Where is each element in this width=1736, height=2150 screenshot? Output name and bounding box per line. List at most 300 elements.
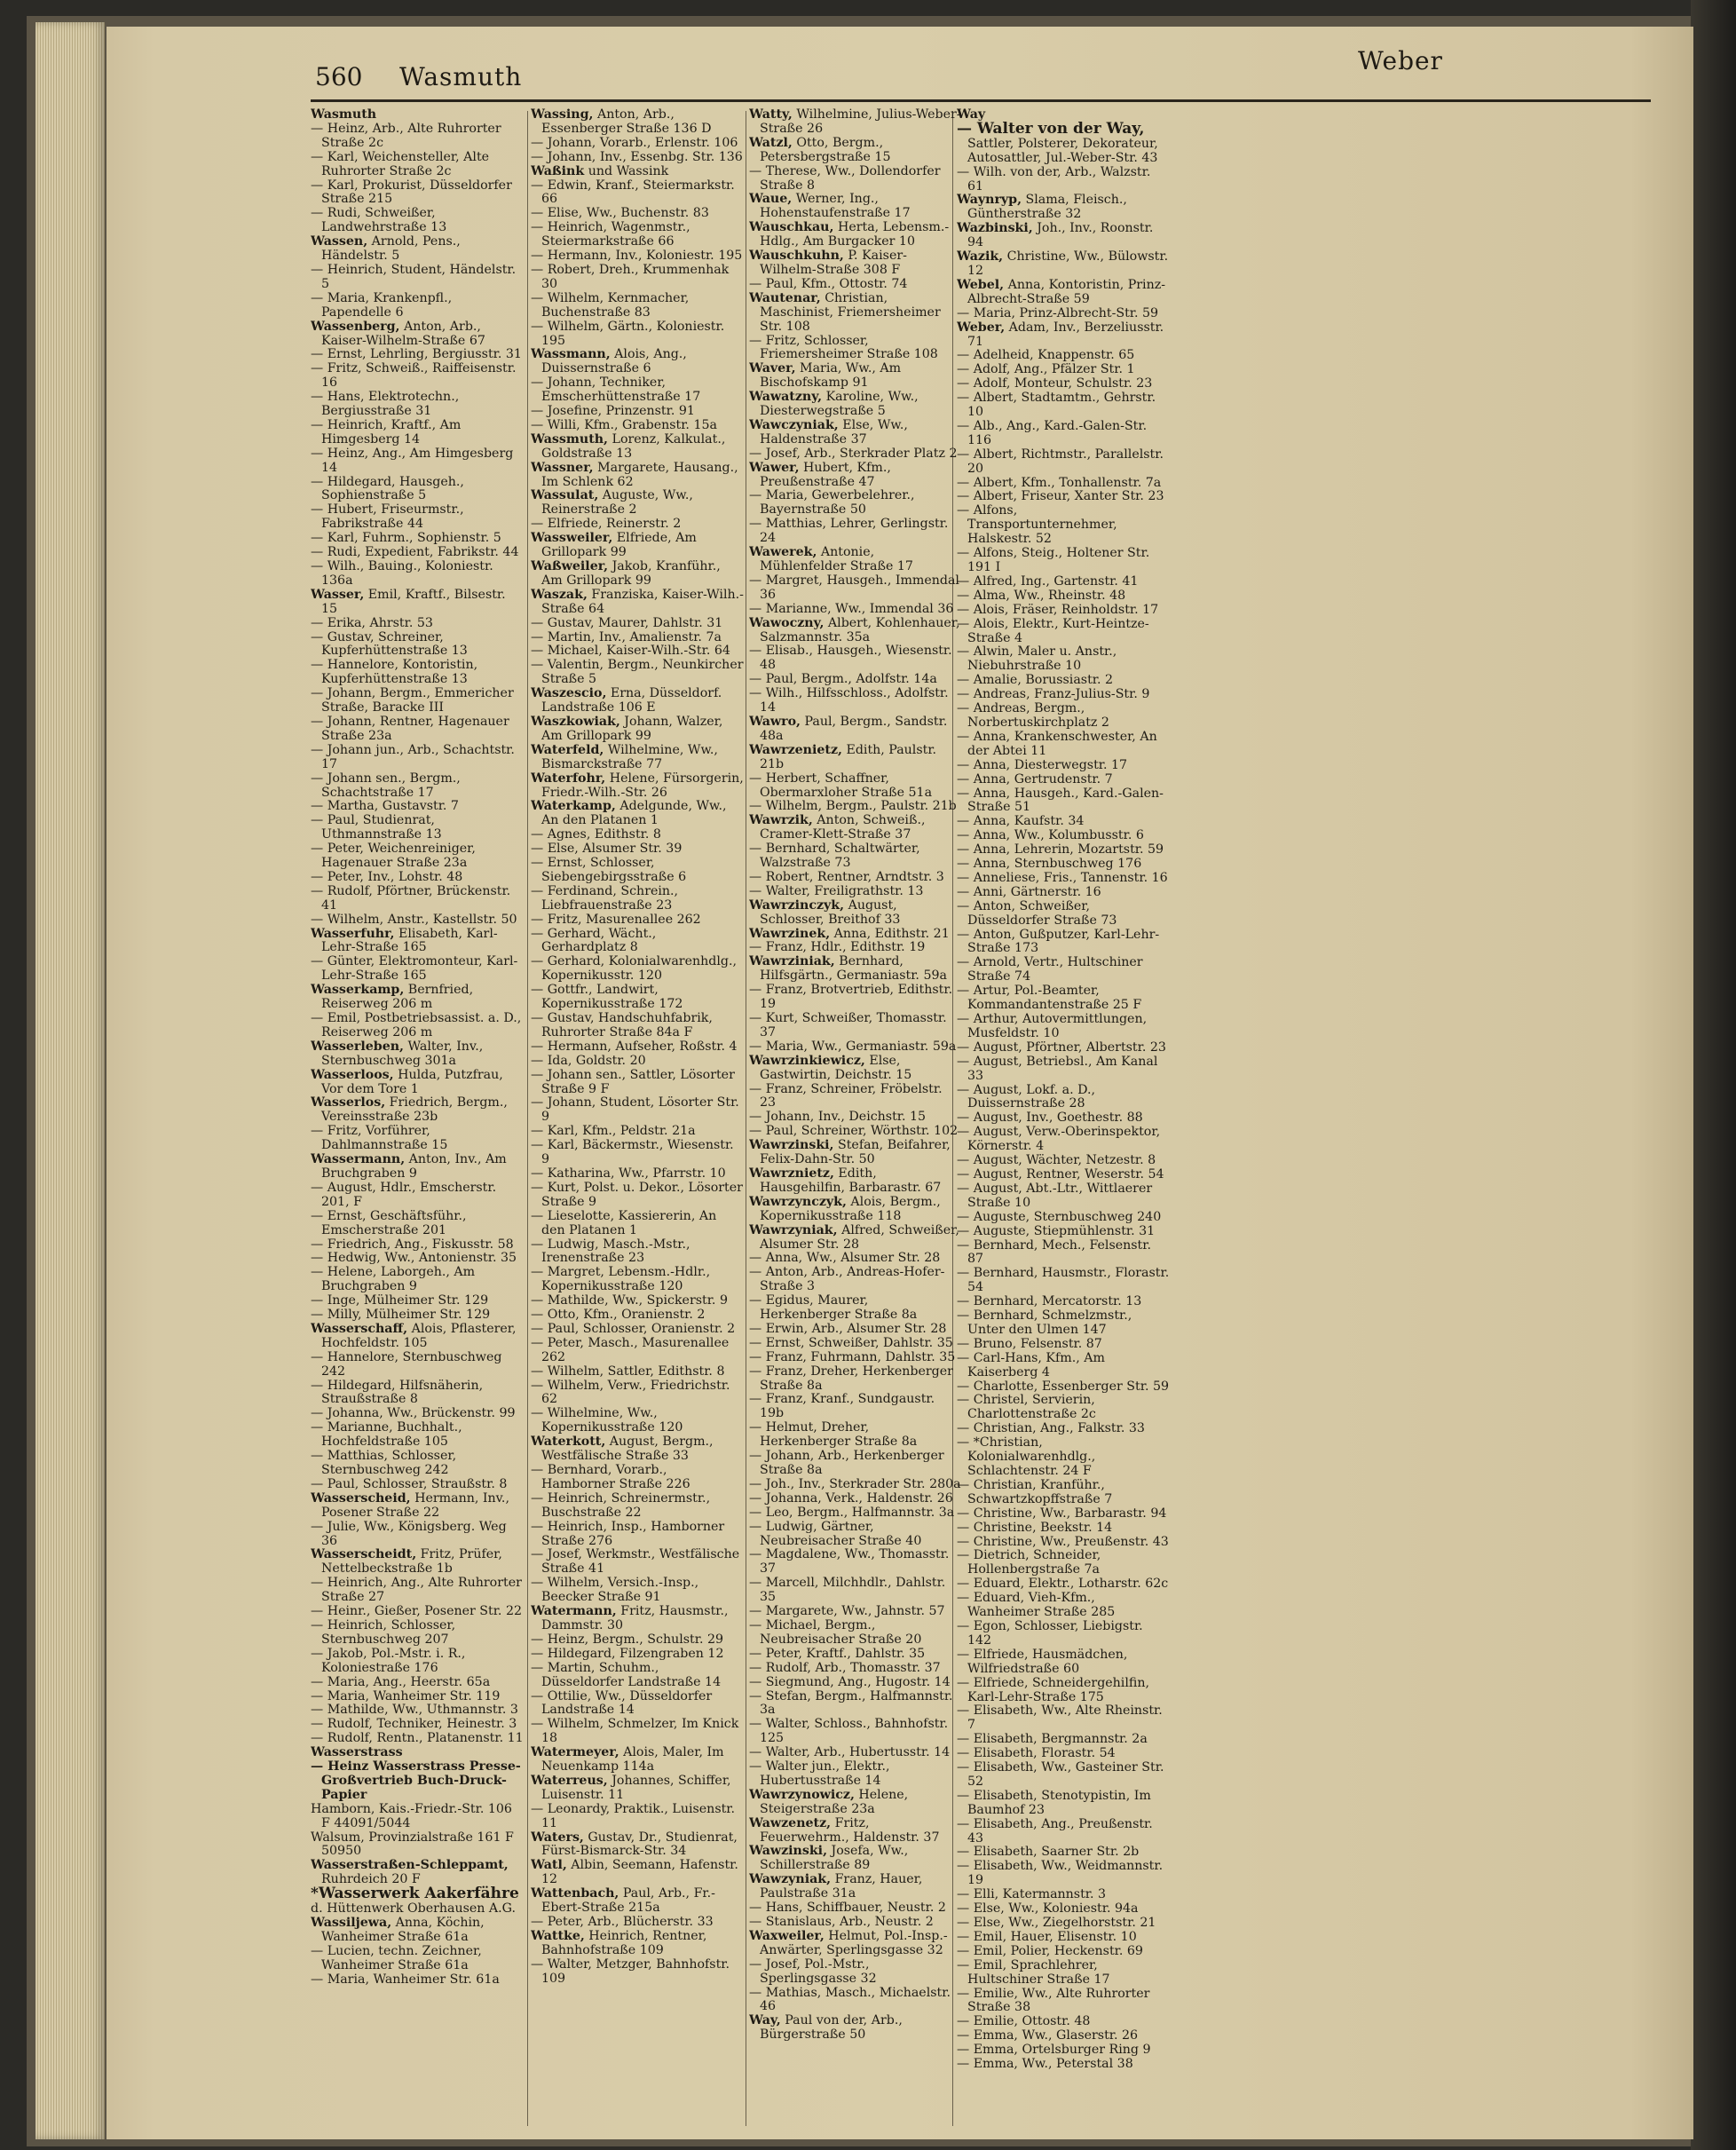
directory-entry	[957, 604, 1170, 618]
right-running-title: Weber	[1358, 46, 1443, 75]
directory-entry	[531, 1803, 744, 1831]
column-4	[957, 108, 1170, 2128]
directory-entry	[957, 1577, 1170, 1592]
entry-details: — Elisabeth, Ww., Gasteiner Str. 52	[957, 1760, 1164, 1789]
entry-surname: Wawrzyniak,	[749, 1222, 838, 1237]
entry-details: — Ferdinand, Schrein., Liebfrauenstraße 23	[531, 883, 679, 913]
directory-entry	[531, 1055, 744, 1069]
directory-entry	[957, 1394, 1170, 1422]
entry-details: — Egon, Schlosser, Liebigstr. 142	[957, 1618, 1143, 1648]
directory-entry	[957, 858, 1170, 872]
entry-details: — Heinz, Bergm., Schulstr. 29	[531, 1632, 724, 1647]
directory-entry	[531, 913, 744, 928]
directory-entry	[311, 1917, 524, 1945]
directory-entry	[311, 1887, 524, 1902]
entry-details: — Peter, Masch., Masurenallee 262	[531, 1335, 730, 1364]
directory-entry	[749, 899, 962, 928]
entry-details: Walter, Inv., Sternbuschweg 301a	[321, 1039, 484, 1068]
entry-details: — Fritz, Schlosser, Friemersheimer Straße 108	[749, 333, 938, 362]
directory-entry	[531, 221, 744, 249]
directory-entry	[749, 1337, 962, 1351]
entry-details: — Marianne, Buchhalt., Hochfeldstraße 105	[311, 1420, 462, 1450]
column-2	[531, 108, 744, 2128]
directory-entry	[531, 1266, 744, 1294]
directory-entry	[957, 1436, 1170, 1479]
directory-entry	[749, 603, 962, 617]
directory-entry	[311, 1718, 524, 1732]
entry-details: — Jakob, Pol.-Mstr. i. R., Koloniestraße 176	[311, 1646, 466, 1675]
entry-details: — Bernhard, Mech., Felsenstr. 87	[957, 1237, 1151, 1267]
entry-details: Sattler, Polsterer, Dekorateur, Autosattler, Jul.-Weber-Str. 43	[967, 136, 1158, 165]
directory-entry	[957, 731, 1170, 759]
directory-entry	[531, 1323, 744, 1337]
directory-entry	[311, 1859, 524, 1887]
entry-details: — Maria, Wanheimer Str. 61a	[311, 1972, 500, 1987]
entry-details: — Karl, Fuhrm., Sophienstr. 5	[311, 531, 501, 546]
directory-entry	[311, 320, 524, 349]
entry-details: — Fritz, Schweiß., Raiffeisenstr. 16	[311, 361, 517, 391]
entry-details: Josefa, Ww., Schillerstraße 89	[760, 1844, 909, 1873]
directory-entry	[749, 1421, 962, 1450]
directory-entry	[531, 489, 744, 518]
entry-details: — Helmut, Dreher, Herkenberger Straße 8a	[749, 1420, 918, 1450]
entry-details: Franz, Hauer, Paulstraße 31a	[760, 1872, 923, 1901]
entry-details: — Johann sen., Bergm., Schachtstraße 17	[311, 771, 461, 800]
directory-page	[107, 27, 1693, 2139]
directory-entry	[749, 489, 962, 518]
directory-entry	[749, 1294, 962, 1323]
directory-entry	[311, 362, 524, 391]
entry-details: — Christel, Servierin, Charlottenstraße 2c	[957, 1393, 1096, 1422]
entry-details: — Walter, Schloss., Bahnhofstr. 125	[749, 1717, 949, 1746]
directory-entry	[749, 1916, 962, 1930]
entry-details: Bernfried, Reiserweg 206 m	[321, 983, 474, 1012]
directory-entry	[311, 1648, 524, 1676]
directory-entry	[749, 1901, 962, 1916]
directory-entry	[957, 1267, 1170, 1295]
entry-details: — Julie, Ww., Königsberg. Weg 36	[311, 1519, 507, 1548]
directory-entry	[957, 1733, 1170, 1747]
entry-surname: Wassing,	[531, 108, 594, 122]
entry-details: — Hildegard, Filzengraben 12	[531, 1646, 724, 1661]
directory-entry	[957, 1959, 1170, 1988]
entry-surname: Wasmuth	[311, 108, 377, 122]
entry-details: — Emil, Hauer, Elisenstr. 10	[957, 1929, 1137, 1944]
directory-entry	[531, 1238, 744, 1267]
entry-details: — Alb., Ang., Kard.-Galen-Str. 116	[957, 418, 1148, 447]
directory-entry	[311, 292, 524, 320]
entry-details: Albin, Seemann, Hafenstr. 12	[541, 1858, 738, 1887]
directory-entry	[531, 1958, 744, 1987]
directory-entry	[749, 955, 962, 984]
entry-details: — Carl-Hans, Kfm., Am Kaiserberg 4	[957, 1350, 1105, 1379]
entry-details: — August, Betriebsl., Am Kanal 33	[957, 1054, 1158, 1083]
directory-entry	[311, 1760, 524, 1803]
entry-details: — Ida, Goldstr. 20	[531, 1053, 646, 1068]
entry-details: Arnold, Pens., Händelstr. 5	[321, 234, 461, 264]
entry-details: — Wilhelmine, Ww., Kopernikusstraße 120	[531, 1406, 683, 1435]
entry-details: — Karl, Weichensteller, Alte Ruhrorter Straße 2c	[311, 149, 490, 178]
directory-entry	[749, 391, 962, 419]
entry-surname: Wasserkamp,	[311, 983, 405, 998]
directory-entry	[749, 1012, 962, 1040]
directory-entry	[311, 546, 524, 560]
directory-entry	[957, 1522, 1170, 1536]
entry-details: — Ernst, Schlosser, Siebengebirgsstraße 6	[531, 856, 687, 884]
entry-details: Edith, Paulstr. 21b	[760, 742, 937, 771]
directory-entry	[957, 377, 1170, 391]
directory-entry	[311, 842, 524, 871]
entry-details: — Margret, Hausgeh., Immendal 36	[749, 573, 959, 602]
entry-surname: Wawrzinczyk,	[749, 897, 845, 913]
directory-entry	[957, 2029, 1170, 2043]
directory-entry	[311, 744, 524, 772]
entry-surname: — Walter von der Way,	[957, 119, 1145, 138]
entry-details: — Ludwig, Gärtner, Neubreisacher Straße 40	[749, 1519, 922, 1548]
page-edges	[36, 22, 105, 2139]
directory-entry	[749, 1605, 962, 1619]
directory-entry	[957, 420, 1170, 448]
directory-entry	[311, 503, 524, 532]
entry-details: — Lieselotte, Kassiererin, An den Platanen 1	[531, 1208, 717, 1237]
directory-entry	[957, 1111, 1170, 1126]
directory-entry	[749, 546, 962, 574]
directory-entry	[957, 843, 1170, 858]
directory-entry	[957, 1055, 1170, 1084]
entry-details: — Wilhelm, Bergm., Paulstr. 21b	[749, 799, 957, 814]
entry-details: — Magdalene, Ww., Thomasstr. 37	[749, 1547, 950, 1577]
directory-entry	[749, 1577, 962, 1605]
directory-entry	[749, 1083, 962, 1111]
directory-entry	[957, 956, 1170, 984]
entry-details: — Christine, Ww., Barbarastr. 94	[957, 1506, 1167, 1521]
entry-details: — Ernst, Lehrling, Bergiusstr. 31	[311, 347, 522, 362]
entry-surname: Waszak,	[531, 587, 588, 602]
entry-surname: Wauschkuhn,	[749, 249, 844, 264]
directory-entry	[957, 2043, 1170, 2058]
directory-entry	[531, 842, 744, 857]
entry-surname: Wawrzinkiewicz,	[749, 1053, 865, 1068]
entry-details: Stefan, Beifahrer, Felix-Dahn-Str. 50	[760, 1138, 951, 1167]
entry-details: Anton, Inv., Am Bruchgraben 9	[321, 1152, 507, 1181]
entry-surname: Waterfohr,	[531, 771, 606, 786]
entry-details: — Marcell, Milchhdlr., Dahlstr. 35	[749, 1576, 946, 1605]
directory-entry	[749, 362, 962, 391]
entry-details: — Ernst, Schweißer, Dahlstr. 35	[749, 1335, 953, 1350]
entry-details: — Anton, Schweißer, Düsseldorfer Straße 73	[957, 898, 1117, 928]
entry-details: — Heinrich, Kraftf., Am Himgesberg 14	[311, 417, 462, 447]
directory-entry	[749, 1760, 962, 1789]
entry-details: — Karl, Prokurist, Düsseldorfer Straße 215	[311, 178, 512, 207]
entry-details: — Paul, Schlosser, Straußstr. 8	[311, 1476, 508, 1491]
entry-details: — Peter, Weichenreiniger, Hagenauer Straße 23a	[311, 842, 476, 871]
directory-entry	[957, 1917, 1170, 1931]
entry-details: — Johann, Bergm., Emmericher Straße, Baracke III	[311, 686, 514, 715]
directory-entry	[531, 433, 744, 462]
entry-details: — Mathilde, Ww., Spickerstr. 9	[531, 1293, 728, 1308]
entry-details: Karoline, Ww., Diesterwegstraße 5	[760, 390, 919, 419]
entry-details: Ruhrdeich 20 F	[321, 1872, 421, 1887]
entry-details: — Maria, Ww., Germaniastr. 59a	[749, 1039, 957, 1054]
entry-details: — Gerhard, Kolonialwarenhdlg., Kopernikusstr. 120	[531, 954, 737, 984]
directory-entry	[311, 1294, 524, 1308]
entry-surname: Waszkowiak,	[531, 714, 620, 729]
entry-details: Friedrich, Bergm., Vereinsstraße 23b	[321, 1095, 508, 1125]
entry-surname: Wasserscheid,	[311, 1490, 411, 1506]
entry-details: — August, Pförtner, Albertstr. 23	[957, 1039, 1166, 1055]
entry-details: — Günter, Elektromonteur, Karl-Lehr-Straße 165	[311, 954, 518, 984]
column-separator	[527, 111, 528, 2126]
entry-details: — Rudolf, Arb., Thomasstr. 37	[749, 1660, 941, 1675]
entry-surname: Wawczyniak,	[749, 417, 839, 432]
directory-entry	[531, 1435, 744, 1464]
directory-entry	[957, 1988, 1170, 2016]
entry-details: Paul, Arb., Fr.-Ebert-Straße 215a	[541, 1886, 715, 1916]
entry-details: Anna, Köchin, Wanheimer Straße 61a	[321, 1916, 485, 1944]
directory-entry	[957, 872, 1170, 886]
entry-details: — Christine, Ww., Preußenstr. 43	[957, 1534, 1169, 1549]
entry-details: Helene, Steigerstraße 23a	[760, 1787, 909, 1816]
directory-entry	[311, 1450, 524, 1478]
entry-details: Bernhard, Hilfsgärtn., Germaniastr. 59a	[760, 954, 947, 984]
entry-details: — Charlotte, Essenberger Str. 59	[957, 1379, 1170, 1394]
entry-details: — Elisabeth, Ww., Weidmannstr. 19	[957, 1859, 1164, 1888]
entry-details: Hubert, Kfm., Preußenstraße 47	[760, 460, 891, 489]
directory-entry	[531, 1859, 744, 1887]
entry-details: — Heinrich, Student, Händelstr. 5	[311, 262, 517, 291]
entry-details: — Mathias, Masch., Michaelstr. 46	[749, 1985, 951, 2014]
directory-entry	[311, 151, 524, 179]
entry-details: Alfred, Schweißer, Alsumer Str. 28	[760, 1222, 959, 1252]
directory-entry	[749, 1548, 962, 1577]
directory-entry	[531, 1139, 744, 1167]
entry-details: — Hubert, Friseurmstr., Fabrikstraße 44	[311, 502, 464, 532]
directory-entry	[957, 1154, 1170, 1168]
directory-entry	[957, 759, 1170, 773]
directory-entry	[311, 1690, 524, 1704]
directory-entry	[957, 1704, 1170, 1733]
directory-entry	[311, 1548, 524, 1577]
entry-surname: Wassenberg,	[311, 319, 400, 334]
entry-surname: Waver,	[749, 361, 796, 376]
directory-entry	[311, 1210, 524, 1238]
entry-details: — Adelheid, Knappenstr. 65	[957, 348, 1135, 363]
directory-entry	[311, 1308, 524, 1323]
directory-entry	[531, 348, 744, 376]
directory-entry	[749, 462, 962, 490]
directory-entry	[957, 1860, 1170, 1888]
entry-details: — Alwin, Maler u. Anstr., Niebuhrstraße 10	[957, 644, 1117, 674]
directory-entry	[957, 575, 1170, 589]
directory-entry	[531, 1125, 744, 1139]
directory-entry	[749, 885, 962, 899]
directory-entry	[957, 829, 1170, 843]
directory-entry	[957, 1761, 1170, 1790]
entry-details: — August, Rentner, Weserstr. 54	[957, 1166, 1164, 1182]
entry-surname: Wasserloos,	[311, 1067, 394, 1082]
directory-entry	[311, 1125, 524, 1153]
entry-details: Anton, Schweiß., Cramer-Klett-Straße 37	[760, 813, 926, 842]
entry-details: Elfriede, Am Grillopark 99	[541, 531, 697, 560]
directory-entry	[749, 1506, 962, 1521]
directory-entry	[311, 235, 524, 264]
directory-entry	[531, 1831, 744, 1860]
entry-details: — Johann, Inv., Essenbg. Str. 136	[531, 149, 743, 164]
entry-details: — Maria, Wanheimer Str. 119	[311, 1688, 501, 1703]
entry-surname: Watzl,	[749, 135, 793, 150]
entry-details: — Elli, Katermannstr. 3	[957, 1887, 1107, 1902]
entry-details: — Johann jun., Arb., Schachtstr. 17	[311, 742, 515, 771]
entry-details: — August, Verw.-Oberinspektor, Körnerstr. 4	[957, 1125, 1161, 1154]
entry-details: und Wassink	[584, 163, 669, 178]
entry-details: — Emil, Sprachlehrer, Hultschiner Straße 17	[957, 1957, 1110, 1987]
directory-entry	[749, 842, 962, 871]
entry-details: — Heinrich, Schlosser, Sternbuschweg 207	[311, 1617, 456, 1647]
directory-entry	[957, 1352, 1170, 1380]
entry-details: — Elisabeth, Stenotypistin, Im Baumhof 23	[957, 1788, 1151, 1817]
entry-details: — Alois, Elektr., Kurt-Heintze-Straße 4	[957, 616, 1149, 645]
entry-details: d. Hüttenwerk Oberhausen A.G.	[311, 1901, 517, 1917]
directory-entry	[957, 1536, 1170, 1550]
entry-details: — Josef, Werkmstr., Westfälische Straße 41	[531, 1547, 740, 1577]
directory-entry	[531, 1337, 744, 1365]
entry-details: — Bruno, Felsenstr. 87	[957, 1336, 1102, 1351]
entry-details: — August, Lokf. a. D., Duissernstraße 28	[957, 1082, 1095, 1111]
entry-details: Helene, Fürsorgerin, Friedr.-Wilh.-Str. 26	[541, 771, 744, 800]
entry-details: Hermann, Inv., Posener Straße 22	[321, 1490, 509, 1520]
entry-details: Christian, Maschinist, Friemersheimer Str. 108	[760, 290, 941, 334]
entry-details: — Else, Ww., Ziegelhorststr. 21	[957, 1916, 1156, 1930]
directory-entry	[531, 1775, 744, 1803]
entry-details: — Johann, Rentner, Hagenauer Straße 23a	[311, 714, 509, 743]
directory-entry	[531, 617, 744, 631]
page-number: 560	[315, 62, 363, 91]
directory-entry	[311, 1012, 524, 1040]
entry-details: — Wilhelm, Anstr., Kastellstr. 50	[311, 912, 517, 927]
directory-entry	[311, 348, 524, 362]
directory-entry	[749, 1789, 962, 1817]
directory-entry	[531, 320, 744, 349]
entry-surname: Wawoczny,	[749, 615, 825, 630]
entry-details: — Elisabeth, Saarner Str. 2b	[957, 1845, 1140, 1860]
entry-details: — Karl, Bäckermstr., Wiesenstr. 9	[531, 1138, 734, 1167]
entry-details: — Alfons, Transportunternehmer, Halskestr. 52	[957, 503, 1117, 547]
entry-details: Wilhelmine, Julius-Weber-Straße 26	[760, 108, 961, 136]
entry-surname: Wasserschaff,	[311, 1321, 408, 1336]
entry-details: — Hildegard, Hilfsnäherin, Straußstraße 8	[311, 1378, 484, 1407]
entry-details: — Peter, Inv., Lohstr. 48	[311, 869, 463, 884]
entry-surname: Waterkamp,	[531, 799, 616, 814]
entry-details: — Therese, Ww., Dollendorfer Straße 8	[749, 163, 941, 193]
directory-entry	[957, 1239, 1170, 1268]
entry-details: Joh., Inv., Roonstr. 94	[967, 221, 1154, 250]
entry-details: — Ludwig, Masch.-Mstr., Irenenstraße 23	[531, 1237, 690, 1266]
entry-surname: Wasserscheidt,	[311, 1547, 417, 1562]
entry-details: — Gustav, Schreiner, Kupferhüttenstraße 13	[311, 629, 468, 659]
entry-surname: Wazbinski,	[957, 221, 1033, 236]
entry-details: — Arthur, Autovermittlungen, Musfeldstr. 10	[957, 1012, 1148, 1040]
entry-details: — Wilh., Hilfsschloss., Adolfstr. 14	[749, 686, 949, 715]
entry-details: — Johanna, Ww., Brückenstr. 99	[311, 1406, 516, 1421]
directory-entry	[957, 1084, 1170, 1112]
directory-entry	[531, 1308, 744, 1323]
directory-entry	[749, 165, 962, 194]
entry-details: — Leonardy, Praktik., Luisenstr. 11	[531, 1801, 736, 1830]
directory-entry	[311, 419, 524, 447]
entry-details: Johann, Walzer, Am Grillopark 99	[541, 714, 723, 743]
entry-details: — Erika, Ahrstr. 53	[311, 615, 433, 630]
entry-details: — Artur, Pol.-Beamter, Kommandantenstraße 25 F	[957, 984, 1142, 1013]
entry-details: — Anna, Gertrudenstr. 7	[957, 771, 1113, 786]
entry-surname: Watty,	[749, 108, 793, 122]
entry-details: — Elise, Ww., Buchenstr. 83	[531, 206, 709, 221]
entry-details: — Anna, Hausgeh., Kard.-Galen-Straße 51	[957, 786, 1164, 815]
directory-entry	[311, 1323, 524, 1351]
directory-entry	[311, 476, 524, 504]
directory-entry	[311, 913, 524, 928]
directory-entry	[311, 1703, 524, 1718]
entry-surname: Waszescio,	[531, 686, 607, 701]
directory-entry	[531, 1930, 744, 1958]
directory-entry	[531, 1167, 744, 1182]
entry-details: Alois, Pflasterer, Hochfeldstr. 105	[321, 1321, 517, 1350]
entry-details: — Bernhard, Hausmstr., Florastr. 54	[957, 1266, 1170, 1295]
entry-surname: Wawrzenietz,	[749, 742, 842, 757]
entry-details: — Albert, Friseur, Xanter Str. 23	[957, 489, 1164, 504]
directory-entry	[749, 1450, 962, 1478]
entry-surname: Waterfeld,	[531, 742, 604, 757]
directory-entry	[749, 137, 962, 165]
entry-details: — Christian, Ang., Falkstr. 33	[957, 1421, 1145, 1436]
directory-entry	[311, 179, 524, 208]
directory-entry	[531, 292, 744, 320]
entry-details: — Wilhelm, Verw., Friedrichstr. 62	[531, 1378, 730, 1407]
entry-details: — Bernhard, Schmelzmstr., Unter den Ulmen 147	[957, 1308, 1132, 1337]
entry-details: — Paul, Schreiner, Wörthstr. 102	[749, 1124, 959, 1139]
entry-details: Antonie, Mühlenfelder Straße 17	[760, 545, 913, 573]
directory-entry	[531, 644, 744, 659]
directory-entry	[531, 1365, 744, 1379]
entry-surname: Waßweiler,	[531, 559, 609, 573]
directory-entry	[311, 1238, 524, 1253]
directory-entry	[749, 1845, 962, 1873]
directory-entry	[311, 391, 524, 419]
directory-entry	[531, 1633, 744, 1648]
entry-details: — Maria, Gewerbelehrer., Bayernstraße 50	[749, 488, 915, 518]
entry-details: Paul, Bergm., Sandstr. 48a	[760, 714, 948, 743]
page-header	[107, 27, 1693, 98]
directory-entry	[531, 249, 744, 264]
entry-details: — Heinrich, Wagenmstr., Steiermarkstraße 66	[531, 220, 690, 249]
directory-entry	[311, 1945, 524, 1973]
entry-surname: Wawzyniak,	[749, 1872, 832, 1887]
entry-details: — Albert, Kfm., Tonhallenstr. 7a	[957, 475, 1162, 490]
entry-details: — Michael, Kaiser-Wilh.-Str. 64	[531, 644, 730, 659]
directory-entry	[749, 108, 962, 137]
entry-details: — Matthias, Schlosser, Sternbuschweg 242	[311, 1449, 457, 1477]
entry-details: — Edwin, Kranf., Steiermarkstr. 66	[531, 178, 735, 207]
directory-entry	[531, 984, 744, 1012]
entry-details: — Christian, Kranführ., Schwartzkopffstraße 7	[957, 1477, 1113, 1506]
directory-entry	[749, 1958, 962, 1987]
directory-entry	[957, 194, 1170, 222]
entry-details: — Eduard, Elektr., Lotharstr. 62c	[957, 1577, 1169, 1592]
directory-entry	[749, 1492, 962, 1506]
entry-details: — Anneliese, Fris., Tannenstr. 16	[957, 870, 1168, 885]
entry-details: — Emma, Ortelsburger Ring 9	[957, 2043, 1151, 2058]
entry-details: — Emilie, Ottostr. 48	[957, 2014, 1091, 2029]
directory-entry	[957, 1620, 1170, 1648]
